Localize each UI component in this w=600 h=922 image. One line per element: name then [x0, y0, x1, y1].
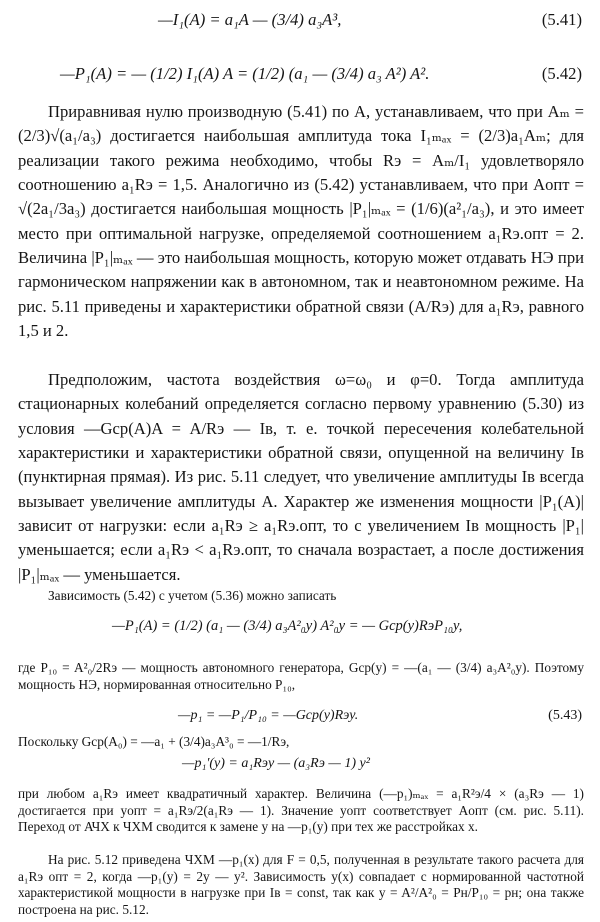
paragraph-since: Поскольку Gср(A₀) = —a₁ + (3/4)a₃A³₀ = —1/Rэ, [18, 734, 290, 749]
paragraph-dependency-intro: Зависимость (5.42) с учетом (5.36) можно записать [48, 588, 337, 603]
equation-number-5-43: (5.43) [548, 708, 582, 723]
equation-5-42: —P₁(A) = — (1/2) I₁(A) A = (1/2) (a₁ — (3/4) a₃ A²) A². [60, 64, 430, 83]
paragraph-amplitude-derivation: Приравнивая нулю производную (5.41) по A, устанавливаем, что при Aₘ = (2/3)√(a₁/a₃) достигается наибольшая амплитуда тока I₁ₘₐₓ = (2/3)a₁Aₘ; для реализации такого режима необходимо, чтобы Rэ = Aₘ/I₁ удовлетворяло соотношению a₁Rэ = 1,5. Аналогично из (5.42) устанавливаем, что при Aопт = √(2a₁/3a₃) достигается наибольшая мощность |P₁|ₘₐₓ = (1/6)(a²₁/a₃), и это имеет место при оптимальной нагрузке, определяемой соотношением a₁Rэ.опт = 2. Величина |P₁|ₘₐₓ — это наибольшая мощность, которую может отдавать НЭ при гармоническом напряжении как в автономном, так и неавтономном режиме. На рис. 5.11 приведены и характеристики обратной связи (A/Rэ) для a₁Rэ, равного 1,5 и 2. [18, 102, 584, 341]
paragraph-feedback-characteristics: Предположим, частота воздействия ω=ω₀ и φ=0. Тогда амплитуда стационарных колебаний определяется согласно первому уравнению (5.30) из условия —Gср(A)A = A/Rэ — Iв, т. е. точкой пересечения колебательной характеристики и характеристики обратной связи, опущенной на величину Iв (пунктирная прямая). Из рис. 5.11 следует, что увеличение амплитуды Iв всегда вызывает увеличение амплитуды A. Характер же изменения мощности |P₁(A)| зависит от нагрузки: если a₁Rэ ≥ a₁Rэ.опт, то с увеличением Iв мощность |P₁| уменьшается; если a₁Rэ < a₁Rэ.опт, то сначала возрастает, а после достижения |P₁|ₘₐₓ — уменьшается. [18, 370, 584, 584]
equation-number-5-41: (5.41) [541, 10, 582, 29]
paragraph-autonomous-power: где P₁₀ = A²₀/2Rэ — мощность автономного генератора, Gср(y) = —(a₁ — (3/4) a₃A²₀y). Поэтому мощность НЭ, нормированная относительно P₁₀, [18, 660, 584, 692]
paragraph-quadratic-character: при любом a₁Rэ имеет квадратичный характер. Величина (—p₁)ₘₐₓ = a₁R²э/4 × (a₃Rэ — 1) достигается при yопт = a₁Rэ/2(a₁Rэ — 1). Значение yопт соответствует Aопт (см. рис. 5.11). Переход от АЧХ к ЧХМ сводится к замене y на —p₁(y) при тех же расстройках x. [18, 786, 584, 834]
equation-number-5-42: (5.42) [541, 64, 582, 83]
equation-5-41: —I₁(A) = a₁A — (3/4) a₃A³, [158, 10, 342, 29]
equation-power-y: —P₁(A) = (1/2) (a₁ — (3/4) a₃A²₀y) A²₀y = — Gср(y)RэP₁₀y, [112, 618, 463, 634]
equation-quadratic-power: —p₁′(y) = a₁Rэy — (a₃Rэ — 1) y² [182, 756, 370, 771]
equation-5-43: —p₁ = —P₁/P₁₀ = —Gср(y)Rэy. [178, 708, 359, 723]
paragraph-figure-5-12: На рис. 5.12 приведена ЧХМ —p₁(x) для F = 0,5, полученная в результате такого расчета для a₁Rэ опт = 2, когда —p₁(y) = 2y — y². Зависимость y(x) совпадает с нормированной частотной характеристикой мощности в нагрузке при Iв = const, так как y = A²/A²₀ = Pн/P₁₀ = pн; она также построена на рис. 5.12. [18, 852, 584, 917]
